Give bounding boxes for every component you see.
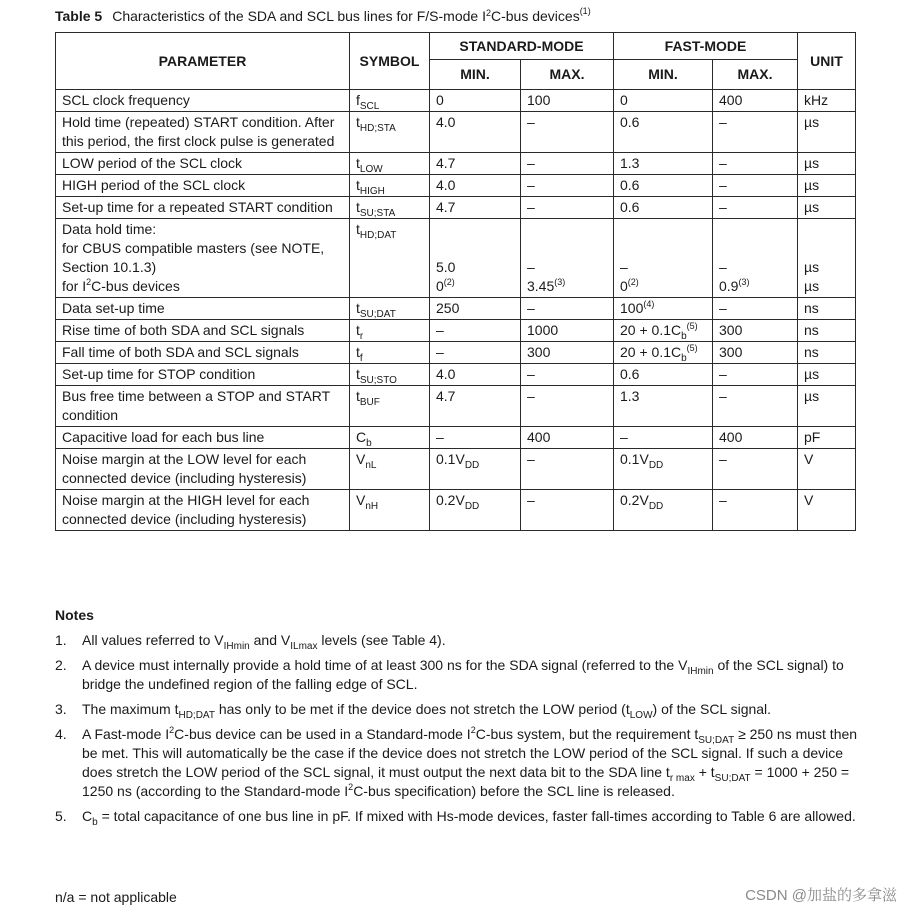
std-min-cell: – — [430, 320, 521, 342]
unit-cell: V — [798, 449, 856, 490]
std-max-cell: 1000 — [521, 320, 614, 342]
table-row — [56, 342, 856, 364]
unit-cell: ns — [798, 320, 856, 342]
unit-cell: ns — [798, 298, 856, 320]
fast-max-cell: 400 — [713, 427, 798, 449]
table-row — [56, 490, 856, 531]
symbol-cell: $t_{BUF}$ — [350, 386, 430, 427]
param-cell: Noise margin at the LOW level for each connected device (including hysteresis) — [56, 449, 350, 490]
unit-cell: V — [798, 490, 856, 531]
header-fast-min: MIN. — [614, 60, 713, 90]
caption-text-a: Characteristics of the SDA and SCL bus lines for F/S-mode I — [112, 8, 486, 24]
fast-min-cell: $0.2V_{DD}$ — [614, 490, 713, 531]
unit-cell: µs µs — [798, 219, 856, 298]
table-row — [56, 112, 856, 153]
fast-max-cell: – 0.9$^{(3)}$ — [713, 219, 798, 298]
symbol-cell: $C_b$ — [350, 427, 430, 449]
fast-min-cell: $20 + 0.1C_b^{(5)}$ — [614, 342, 713, 364]
param-cell: Set-up time for STOP condition — [56, 364, 350, 386]
notes-title: Notes — [55, 607, 94, 623]
symbol-cell: $V_{nL}$ — [350, 449, 430, 490]
fast-min-cell: 0.6 — [614, 197, 713, 219]
param-cell: HIGH period of the SCL clock — [56, 175, 350, 197]
table-label: Table 5 — [55, 8, 103, 24]
header-symbol: SYMBOL — [350, 33, 430, 90]
param-cell: LOW period of the SCL clock — [56, 153, 350, 175]
table-row — [56, 320, 856, 342]
bus-characteristics-table — [55, 32, 856, 531]
std-min-cell: 4.7 — [430, 197, 521, 219]
header-fast-max: MAX. — [713, 60, 798, 90]
symbol-cell: $t_f$ — [350, 342, 430, 364]
header-standard-max: MAX. — [521, 60, 614, 90]
param-cell: Fall time of both SDA and SCL signals — [56, 342, 350, 364]
symbol-cell: $V_{nH}$ — [350, 490, 430, 531]
table-row — [56, 449, 856, 490]
param-cell: Bus free time between a STOP and START condition — [56, 386, 350, 427]
std-max-cell: – — [521, 298, 614, 320]
fast-min-cell: $0.1V_{DD}$ — [614, 449, 713, 490]
param-cell: Data hold time: for CBUS compatible masters (see NOTE, Section 10.1.3) for $I^2C$-bus devices — [56, 219, 350, 298]
std-min-cell: 4.7 — [430, 386, 521, 427]
symbol-cell: $t_{HD;STA}$ — [350, 112, 430, 153]
std-max-cell: 100 — [521, 90, 614, 112]
table-row — [56, 427, 856, 449]
unit-cell: ns — [798, 342, 856, 364]
table-row — [56, 219, 856, 298]
std-max-cell: – — [521, 175, 614, 197]
symbol-cell: $f_{SCL}$ — [350, 90, 430, 112]
caption-text-b: C-bus devices — [490, 8, 580, 24]
na-legend: n/a = not applicable — [55, 889, 177, 905]
std-min-cell: $0.1V_{DD}$ — [430, 449, 521, 490]
std-min-cell: 4.0 — [430, 112, 521, 153]
caption-sup: 2 — [485, 8, 491, 18]
std-min-cell: 4.0 — [430, 175, 521, 197]
fast-min-cell: 0 — [614, 90, 713, 112]
note-3: 3. The maximum $t_{HD;DAT}$ has only to be met if the device does not stretch the LOW period $(t_{LOW})$ of the SCL signal. — [55, 701, 772, 721]
std-min-cell: 250 — [430, 298, 521, 320]
param-cell: Capacitive load for each bus line — [56, 427, 350, 449]
std-max-cell: – — [521, 449, 614, 490]
fast-min-cell: 100$^{(4)}$ — [614, 298, 713, 320]
notes-section — [55, 606, 865, 832]
fast-max-cell: – — [713, 490, 798, 531]
table-row — [56, 364, 856, 386]
param-cell: SCL clock frequency — [56, 90, 350, 112]
std-min-cell: 4.7 — [430, 153, 521, 175]
watermark: CSDN @加盐的多拿滋 — [745, 887, 897, 904]
fast-min-cell: 0.6 — [614, 175, 713, 197]
fast-max-cell: 300 — [713, 320, 798, 342]
std-min-cell: 5.0 0$^{(2)}$ — [430, 219, 521, 298]
std-min-cell: 0 — [430, 90, 521, 112]
std-min-cell: – — [430, 342, 521, 364]
std-max-cell: 300 — [521, 342, 614, 364]
caption-note-ref: (1) — [579, 6, 591, 17]
note-5: 5. $C_b$ = total capacitance of one bus line in pF. If mixed with Hs-mode devices, faster fall-times according to Table 6 are allowed. — [55, 808, 856, 828]
unit-cell: µs — [798, 175, 856, 197]
fast-min-cell: – — [614, 427, 713, 449]
header-standard-min: MIN. — [430, 60, 521, 90]
unit-cell: µs — [798, 386, 856, 427]
param-cell: Set-up time for a repeated START condition — [56, 197, 350, 219]
note-1: 1. All values referred to $V_{IHmin}$ and $V_{ILmax}$ levels (see Table 4). — [55, 632, 446, 652]
fast-max-cell: – — [713, 449, 798, 490]
fast-max-cell: – — [713, 175, 798, 197]
table-row — [56, 90, 856, 112]
fast-max-cell: 400 — [713, 90, 798, 112]
table-row — [56, 197, 856, 219]
param-cell: Rise time of both SDA and SCL signals — [56, 320, 350, 342]
param-cell: Hold time (repeated) START condition. After this period, the first clock pulse is generated — [56, 112, 350, 153]
std-max-cell: 400 — [521, 427, 614, 449]
unit-cell: µs — [798, 153, 856, 175]
header-standard-mode: STANDARD-MODE — [430, 33, 614, 60]
fast-max-cell: 300 — [713, 342, 798, 364]
std-max-cell: – — [521, 490, 614, 531]
symbol-cell: $t_{LOW}$ — [350, 153, 430, 175]
std-max-cell: – — [521, 112, 614, 153]
fast-min-cell: – 0$^{(2)}$ — [614, 219, 713, 298]
symbol-cell: $t_{SU;STA}$ — [350, 197, 430, 219]
symbol-cell: $t_{HIGH}$ — [350, 175, 430, 197]
param-cell: Noise margin at the HIGH level for each connected device (including hysteresis) — [56, 490, 350, 531]
param-cell: Data set-up time — [56, 298, 350, 320]
fast-min-cell: $20 + 0.1C_b^{(5)}$ — [614, 320, 713, 342]
symbol-cell: $t_{SU;DAT}$ — [350, 298, 430, 320]
table-caption — [55, 6, 591, 26]
fast-min-cell: 0.6 — [614, 364, 713, 386]
table-row — [56, 153, 856, 175]
fast-min-cell: 0.6 — [614, 112, 713, 153]
symbol-cell: $t_r$ — [350, 320, 430, 342]
table-row — [56, 386, 856, 427]
std-max-cell: – 3.45$^{(3)}$ — [521, 219, 614, 298]
std-max-cell: – — [521, 364, 614, 386]
std-max-cell: – — [521, 386, 614, 427]
std-max-cell: – — [521, 153, 614, 175]
unit-cell: pF — [798, 427, 856, 449]
unit-cell: kHz — [798, 90, 856, 112]
fast-min-cell: 1.3 — [614, 386, 713, 427]
fast-max-cell: – — [713, 386, 798, 427]
fast-max-cell: – — [713, 364, 798, 386]
fast-min-cell: 1.3 — [614, 153, 713, 175]
fast-max-cell: – — [713, 112, 798, 153]
std-min-cell: $0.2V_{DD}$ — [430, 490, 521, 531]
unit-cell: µs — [798, 197, 856, 219]
unit-cell: µs — [798, 364, 856, 386]
table-row — [56, 175, 856, 197]
symbol-cell: $t_{HD;DAT}$ — [350, 219, 430, 298]
symbol-cell: $t_{SU;STO}$ — [350, 364, 430, 386]
header-fast-mode: FAST-MODE — [614, 33, 798, 60]
header-unit: UNIT — [798, 33, 856, 90]
table-row — [56, 298, 856, 320]
unit-cell: µs — [798, 112, 856, 153]
std-max-cell: – — [521, 197, 614, 219]
note-2: 2. A device must internally provide a hold time of at least 300 ns for the SDA signal (referred to the $V_{IHmin}$ of the SCL signal) to bridge the undefined region of the falling edge of SCL. — [55, 657, 844, 692]
std-min-cell: 4.0 — [430, 364, 521, 386]
std-min-cell: – — [430, 427, 521, 449]
note-4: 4. A Fast-mode $I^2C$-bus device can be used in a Standard-mode $I^2C$-bus system, but the requirement $t_{SU;DAT} \ge 250$ ns must then be met. This will automatically be the case if the device does not stretch the LOW period of the SCL signal. If such a device does stretch the LOW period of the SCL signal, it must output the next data bit to the SDA line $t_{r max} + t_{SU;DAT} = 1000 + 250 = 1250$ ns (according to the Standard-mode $I^2C$-bus specification) before the SCL line is released. — [55, 725, 858, 799]
header-parameter: PARAMETER — [56, 33, 350, 90]
fast-max-cell: – — [713, 197, 798, 219]
fast-max-cell: – — [713, 298, 798, 320]
fast-max-cell: – — [713, 153, 798, 175]
